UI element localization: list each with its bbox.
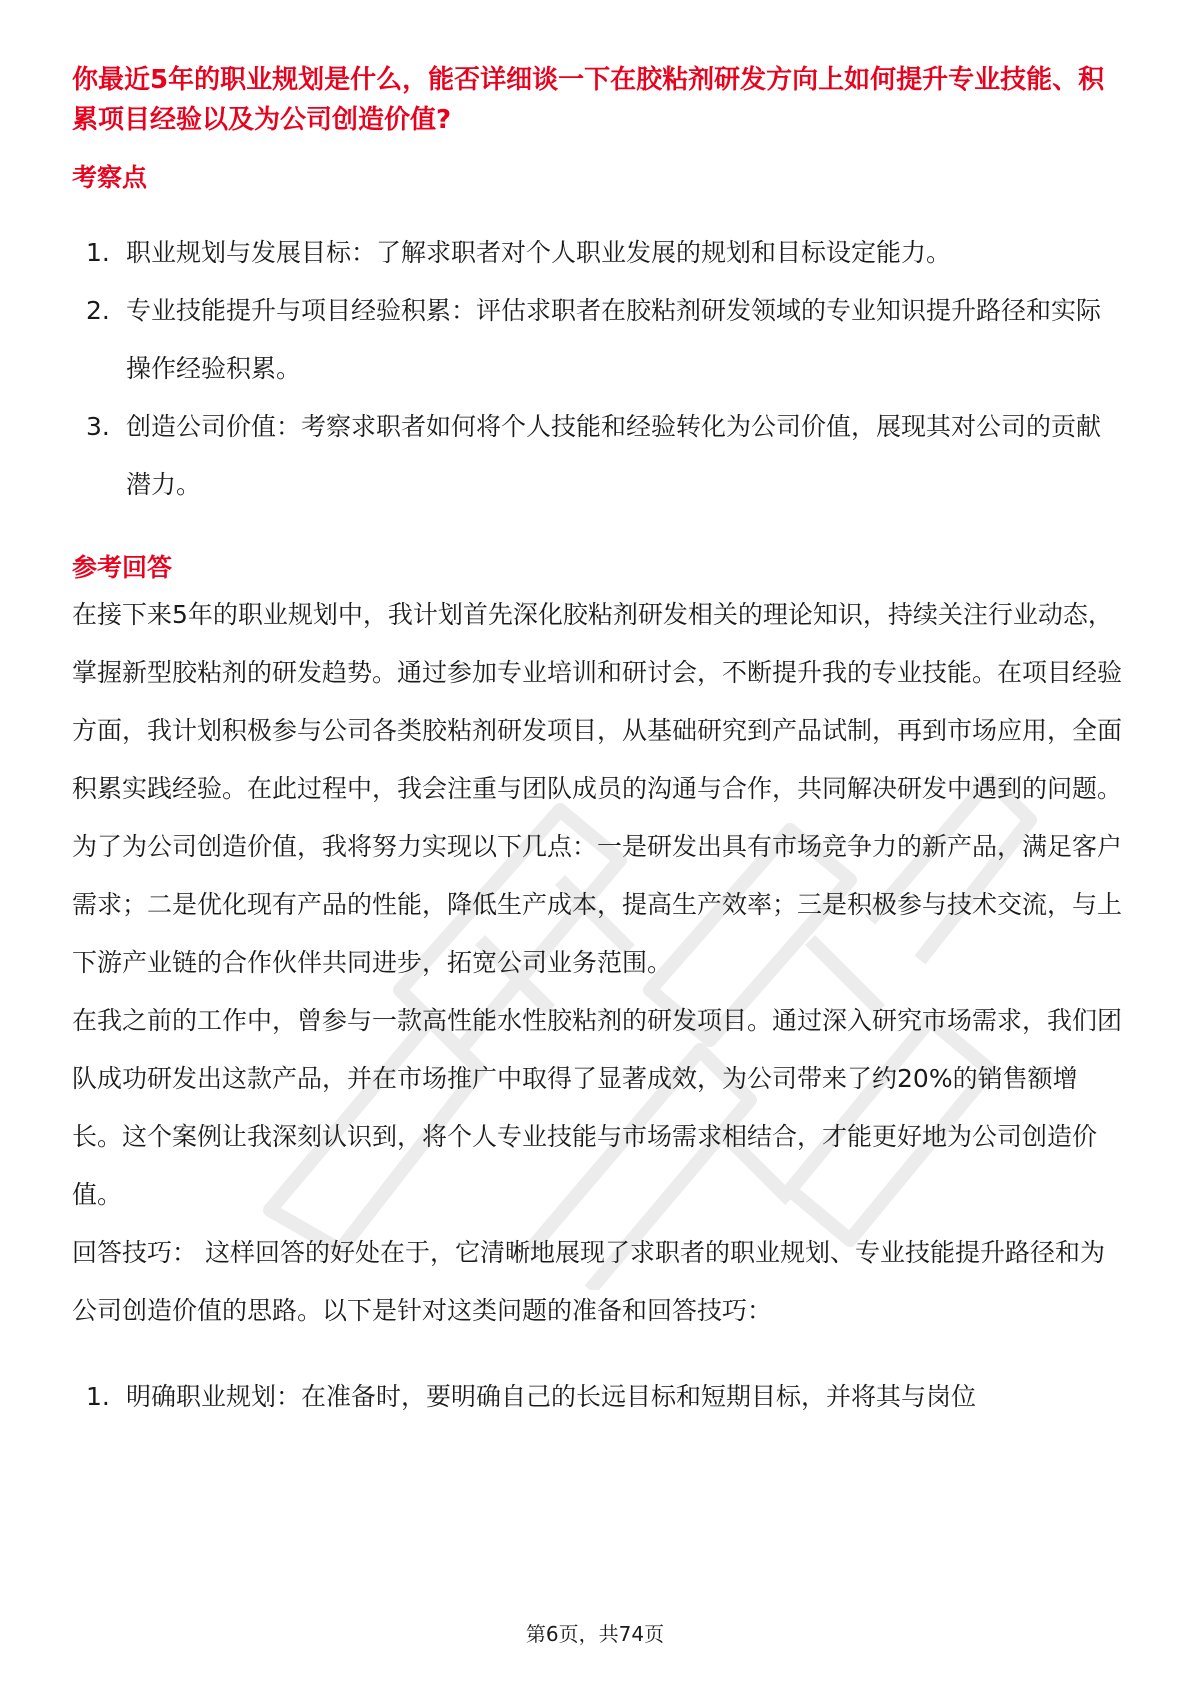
list-item-text: 职业规划与发展目标：了解求职者对个人职业发展的规划和目标设定能力。 [126,238,952,267]
list-item-text: 创造公司价值：考察求职者如何将个人技能和经验转化为公司价值，展现其对公司的贡献潜力。 [126,412,1102,499]
list-item-number: 3. [86,412,110,441]
assessment-title: 考察点 [72,163,148,192]
list-item [72,224,1122,282]
answer-paragraph: 为了为公司创造价值，我将努力实现以下几点：一是研发出具有市场竞争力的新产品，满足客户需求；二是优化现有产品的性能，降低生产成本，提高生产效率；三是积极参与技术交流，与上下游产业链的合作伙伴共同进步，拓宽公司业务范围。 [72,832,1123,977]
list-item [72,282,1122,398]
answer-title: 参考回答 [72,553,173,582]
list-item [72,1368,1122,1426]
content [72,60,1122,1426]
page-footer: 第6页，共74页 [525,1622,665,1646]
list-item [72,398,1122,514]
tips-intro-paragraph: 回答技巧： 这样回答的好处在于，它清晰地展现了求职者的职业规划、专业技能提升路径和为公司创造价值的思路。以下是针对这类问题的准备和回答技巧： [72,1238,1105,1325]
answer-paragraph: 在我之前的工作中，曾参与一款高性能水性胶粘剂的研发项目。通过深入研究市场需求，我们团队成功研发出这款产品，并在市场推广中取得了显著成效，为公司带来了约20%的销售额增长。这个案例让我深刻认识到，将个人专业技能与市场需求相结合，才能更好地为公司创造价值。 [72,1006,1123,1209]
question-heading: 你最近5年的职业规划是什么，能否详细谈一下在胶粘剂研发方向上如何提升专业技能、积累项目经验以及为公司创造价值? [72,65,1105,135]
list-item-number: 2. [86,296,110,325]
list-item-text: 明确职业规划：在准备时，要明确自己的长远目标和短期目标，并将其与岗位 [126,1382,977,1411]
list-item-number: 1. [86,1382,110,1411]
list-item-number: 1. [86,238,110,267]
assessment-list [72,224,1122,514]
tips-list [72,1368,1122,1426]
answer-paragraph: 在接下来5年的职业规划中，我计划首先深化胶粘剂研发相关的理论知识，持续关注行业动态，掌握新型胶粘剂的研发趋势。通过参加专业培训和研讨会，不断提升我的专业技能。在项目经验方面，我计划积极参与公司各类胶粘剂研发项目，从基础研究到产品试制，再到市场应用，全面积累实践经验。在此过程中，我会注重与团队成员的沟通与合作，共同解决研发中遇到的问题。 [72,600,1123,803]
list-item-text: 专业技能提升与项目经验积累：评估求职者在胶粘剂研发领域的专业知识提升路径和实际操作经验积累。 [126,296,1102,383]
